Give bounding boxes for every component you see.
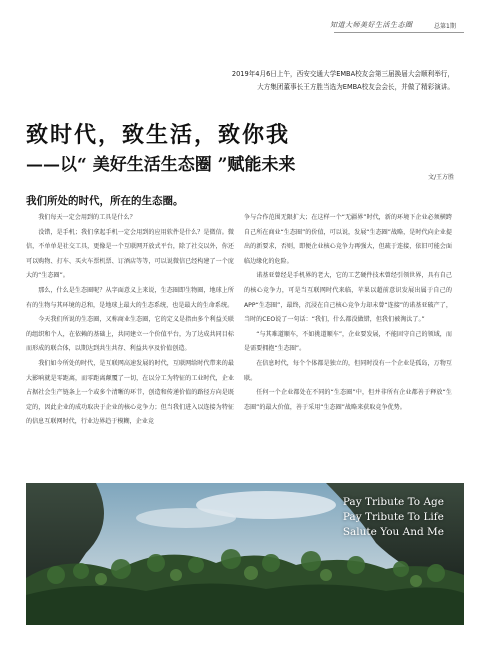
paragraph: 任何一个企业都处在不同的“生态圈”中，但并非所有企业都善于释放“生态圈”的最大价值，善于采用“生态圈”战略来获取竞争优势。	[244, 389, 452, 411]
paragraph: 我们如今所处的时代，是互联网高速发展的时代，互联网给时代带来的最大影响就是零距离，而零距离颠覆了一切，在以分工为特征的工业时代，企业占据社会生产链条上一个或多个清晰的环节，创造和传递价值的路径方向是既定的，因此企业的成功取决于企业的核心竞争力；但当我们进入以连接为特征的信息互联网时代，行业边界趋于模糊，企业竞	[26, 359, 234, 426]
photo-caption	[343, 495, 444, 540]
section-heading: 我们所处的时代，所在的生态圈。	[26, 195, 184, 207]
paragraph: 诺基亚曾经是手机界的老大，它的工艺硬件技术曾经引领世界，具有自己的核心竞争力，可是当互联网时代来临，苹果以超前意识发展出属于自己的APP“生态圈”，最终，沉浸在自己核心竞争力却未曾“连接”的诺基亚破产了，当时的CEO说了一句话：“我们，什么都没做错，但我们被淘汰了。”	[244, 272, 452, 324]
intro-line-2: 大方集团董事长王方胜当选为EMBA校友会会长，并做了精彩演讲。	[257, 83, 454, 91]
paragraph: 在信息时代，每个个体都是独立的，但同时没有一个企业是孤岛，万物互联。	[244, 359, 452, 382]
author-byline: 文/王方胜	[427, 174, 454, 181]
paragraph: “与其难道顺车，不如挑道顺车”，企业要发展，不能固守自己的领域，而是需要拥抱“生态圈”。	[244, 330, 452, 353]
header-divider	[334, 32, 464, 33]
paragraph: 今天我们所说的生态圈，又称商业生态圈，它的定义是指由多个利益关联的组织和个人，在依赖的基础上，共同建立一个价值平台，为了达成共同目标而形成的联合体，以期达到共生共存、利益共享及价值创造。	[26, 316, 234, 353]
caption-line-3: Salute You And Me	[342, 526, 444, 538]
caption-line-1: Pay Tribute To Age	[342, 496, 444, 508]
paragraph: 那么，什么是生态圈呢？从字面意义上来说，生态圈即生物圈，地球上所有的生物与其环境的总和，是地球上最大的生态系统，也是最大的生命系统。	[26, 286, 234, 309]
intro-text	[154, 68, 454, 94]
intro-line-1: 2019年4月6日上午，西安交通大学EMBA校友会第三届换届大会顺利举行，	[231, 70, 454, 78]
paragraph: 我们每天一定会用到的工具是什么？	[38, 214, 136, 221]
article-title: 致时代，致生活，致你我	[26, 122, 291, 148]
magazine-logo: 知道大师美好生活生态圈	[330, 21, 413, 29]
caption-line-2: Pay Tribute To Life	[342, 511, 444, 523]
paragraph: 没错，是手机；我们拿起手机一定会用到的应用软件是什么？是微信。微信，不单单是社交工具，更像是一个互联网开放式平台，除了社交以外，你还可以购物、打车、买火车票机票、订酒店等等，可以说微信已经构建了一个庞大的“生态圈”。	[26, 228, 234, 280]
issue-number: 总第1期	[434, 23, 456, 30]
paragraph: 争与合作范围无限扩大；在这样一个“无疆界”时代，新的环境下企业必须横跨自己所在商业“生态圈”的价值，可以说，发展“生态圈”战略，是时代向企业提出的新要求，否则，即便企业核心竞争力再强大，但疏于连接，依旧可能会面临边缘化的危险。	[244, 214, 452, 265]
body-column-left	[26, 211, 234, 430]
article-subtitle: ——以“ 美好生活生态圈 ”赋能未来	[26, 155, 296, 175]
body-column-right	[244, 211, 452, 415]
